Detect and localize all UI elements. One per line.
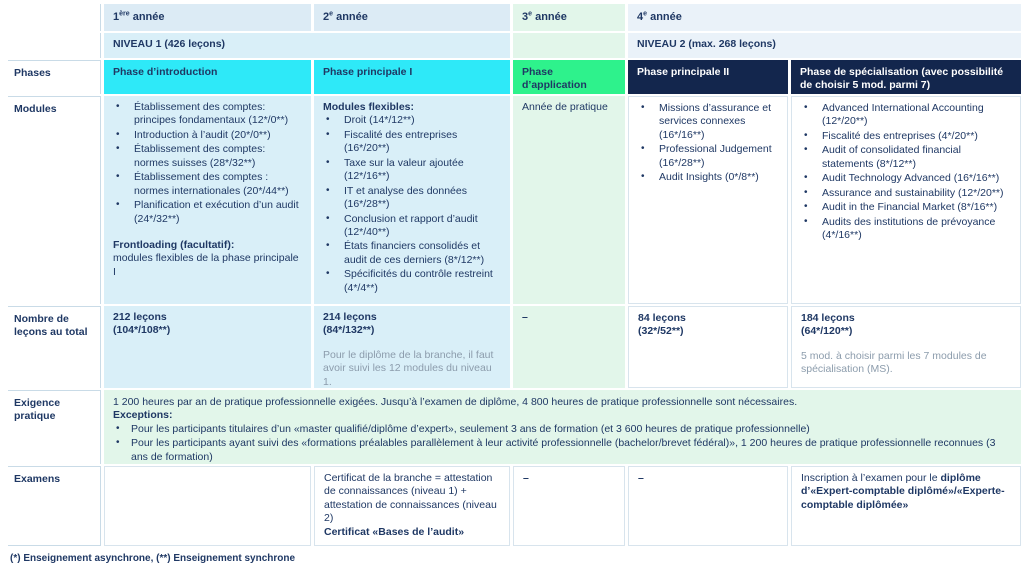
bullet-icon: • bbox=[116, 437, 120, 449]
list-item bbox=[801, 102, 1011, 129]
exams-year3-cell: – bbox=[513, 466, 625, 546]
list-item bbox=[113, 199, 302, 226]
lessons-detail: (32*/52**) bbox=[638, 325, 684, 338]
bullet-icon: • bbox=[326, 128, 330, 140]
list-item bbox=[113, 143, 302, 170]
list-item bbox=[638, 143, 778, 170]
bullet-icon: • bbox=[641, 171, 645, 183]
curriculum-table bbox=[8, 4, 1021, 546]
bullet-icon: • bbox=[116, 171, 120, 183]
practice-line1: 1 200 heures par an de pratique professionnelle exigées. Jusqu’à l’examen de diplôme, 4 800 heures de pratique professionnelle sont nécessaires. bbox=[113, 396, 798, 408]
year-ordinal: e bbox=[528, 10, 533, 18]
list-item bbox=[113, 101, 302, 128]
list-item bbox=[323, 213, 501, 240]
practice-exceptions-list bbox=[113, 423, 1012, 464]
modules-main2-cell bbox=[628, 96, 788, 304]
modules-specialisation-cell bbox=[791, 96, 1021, 304]
modules-year3-cell: Année de pratique bbox=[513, 96, 625, 304]
bullet-icon: • bbox=[804, 102, 808, 113]
year-number: 1 bbox=[113, 11, 120, 23]
corner-empty bbox=[8, 4, 101, 31]
lessons-count: 214 leçons bbox=[323, 311, 377, 323]
list-item-text: Établissement des comptes: principes fondamentaux (12*/0**) bbox=[134, 101, 289, 127]
list-item-text: Audit in the Financial Market (8*/16**) bbox=[822, 201, 998, 214]
year-word: année bbox=[647, 11, 682, 23]
exams-main2-cell: – bbox=[628, 466, 788, 546]
modules-flexibles-title: Modules flexibles: bbox=[323, 101, 415, 113]
list-item bbox=[801, 130, 1011, 143]
modules-year1-cell bbox=[104, 96, 311, 304]
list-item bbox=[323, 240, 501, 267]
list-item-text: Fiscalité des entreprises (4*/20**) bbox=[822, 129, 978, 142]
list-item-text: Planification et exécution d’un audit (24*/32**) bbox=[134, 199, 299, 225]
bullet-icon: • bbox=[116, 143, 120, 155]
modules-specialisation-list bbox=[801, 102, 1011, 242]
modules-year2-cell bbox=[314, 96, 510, 304]
lessons-specialisation-cell bbox=[791, 306, 1021, 388]
year-word: année bbox=[129, 11, 165, 23]
frontloading-text: modules flexibles de la phase principale I bbox=[113, 252, 299, 278]
bullet-icon: • bbox=[804, 186, 808, 198]
bullet-icon: • bbox=[641, 102, 645, 113]
list-item bbox=[801, 187, 1011, 200]
frontloading-block bbox=[113, 239, 302, 279]
exams-diploma-cell bbox=[791, 466, 1021, 546]
bullet-icon: • bbox=[116, 128, 120, 140]
list-item bbox=[323, 157, 501, 184]
bullet-icon: • bbox=[326, 268, 330, 280]
lessons-note: 5 mod. à choisir parmi les 7 modules de spécialisation (MS). bbox=[801, 349, 987, 376]
lessons-year2-cell bbox=[314, 306, 510, 388]
list-item-text: Pour les participants ayant suivi des «formations préalables parallèlement à leur activité professionnelle (bachelor/brevet fédéral)», 1 200 heures de pratique professionnelle reconnues (3 ans de formation) bbox=[131, 437, 996, 463]
bullet-icon: • bbox=[116, 422, 120, 434]
phase-principale-1: Phase principale I bbox=[314, 60, 510, 94]
year-word: année bbox=[333, 11, 368, 23]
bullet-icon: • bbox=[804, 129, 808, 141]
list-item-text: Advanced International Accounting (12*/20**) bbox=[822, 102, 984, 128]
bullet-icon: • bbox=[804, 215, 808, 227]
curriculum-page bbox=[0, 4, 1024, 580]
list-item-text: Audits des institutions de prévoyance (4*/16**) bbox=[822, 215, 996, 241]
list-item-text: Audit of consolidated financial statements (8*/12**) bbox=[822, 144, 961, 170]
lessons-count: 212 leçons bbox=[113, 311, 167, 323]
bullet-icon: • bbox=[116, 199, 120, 211]
row-label-modules: Modules bbox=[8, 96, 101, 304]
bullet-icon: • bbox=[326, 240, 330, 252]
list-item-text: Assurance and sustainability (12*/20**) bbox=[822, 186, 1004, 199]
exams-year1-cell bbox=[104, 466, 311, 546]
bullet-icon: • bbox=[804, 144, 808, 156]
year-number: 2 bbox=[323, 11, 330, 23]
lessons-note: Pour le diplôme de la branche, il faut avoir suivi les 12 modules du niveau 1. bbox=[323, 348, 494, 388]
lessons-year1-cell bbox=[104, 306, 311, 388]
lessons-detail: (104*/108**) bbox=[113, 324, 171, 337]
phase-principale-2: Phase principale II bbox=[628, 60, 788, 94]
list-item-text: IT et analyse des données (16*/28**) bbox=[344, 184, 467, 211]
header-year-3 bbox=[513, 4, 625, 31]
list-item-text: Audit Insights (0*/8**) bbox=[659, 171, 759, 184]
bullet-icon: • bbox=[326, 156, 330, 168]
year-number: 3 bbox=[522, 11, 529, 23]
bullet-icon: • bbox=[116, 101, 120, 112]
list-item bbox=[323, 129, 501, 156]
row-label-lessons: Nombre de leçons au total bbox=[8, 306, 101, 388]
header-niveau-1: NIVEAU 1 (426 leçons) bbox=[104, 33, 510, 58]
bullet-icon: • bbox=[804, 201, 808, 213]
list-item-text: Établissement des comptes: normes suisses (28*/32**) bbox=[134, 143, 266, 169]
list-item-text: Pour les participants titulaires d’un «master qualifié/diplôme d’expert», seulement 3 ans de formation (et 3 600 heures de pratique professionnelle) bbox=[131, 422, 810, 435]
year-ordinal: e bbox=[329, 10, 334, 18]
list-item bbox=[801, 172, 1011, 185]
list-item bbox=[323, 114, 501, 127]
header-niveau-2: NIVEAU 2 (max. 268 leçons) bbox=[628, 33, 1021, 58]
list-item bbox=[113, 423, 1012, 436]
list-item bbox=[801, 216, 1011, 243]
list-item-text: Introduction à l’audit (20*/0**) bbox=[134, 128, 271, 141]
lessons-detail: (64*/120**) bbox=[801, 325, 853, 338]
list-item-text: Fiscalité des entreprises (16*/20**) bbox=[344, 128, 458, 155]
bullet-icon: • bbox=[804, 172, 808, 184]
practice-requirement-cell bbox=[104, 390, 1021, 464]
row-label-exams: Examens bbox=[8, 466, 101, 546]
list-item-text: Missions d’assurance et services connexes (16*/16**) bbox=[659, 102, 772, 141]
lessons-count: 84 leçons bbox=[638, 312, 686, 324]
phase-specialisation: Phase de spécialisation (avec possibilité de choisir 5 mod. parmi 7) bbox=[791, 60, 1021, 94]
list-item-text: Conclusion et rapport d’audit (12*/40**) bbox=[344, 212, 478, 238]
list-item bbox=[323, 185, 501, 212]
modules-year1-list bbox=[113, 101, 302, 226]
frontloading-title: Frontloading (facultatif): bbox=[113, 238, 235, 251]
label-empty bbox=[8, 33, 101, 58]
list-item-text: Droit (14*/12**) bbox=[344, 114, 415, 127]
header-year-1 bbox=[104, 4, 311, 31]
list-item-text: Professional Judgement (16*/28**) bbox=[659, 143, 772, 169]
list-item-text: Établissement des comptes : normes internationales (20*/44**) bbox=[134, 171, 289, 197]
lessons-count: 184 leçons bbox=[801, 312, 855, 324]
header-year-4 bbox=[628, 4, 1021, 31]
exams-diploma-bold: diplôme d’«Expert-comptable diplômé»/«Experte-comptable diplômée» bbox=[801, 472, 1005, 511]
phase-application: Phase d’application bbox=[513, 60, 625, 94]
modules-year2-list bbox=[323, 114, 501, 295]
lessons-year3-cell: – bbox=[513, 306, 625, 388]
list-item bbox=[801, 201, 1011, 214]
list-item-text: Audit Technology Advanced (16*/16**) bbox=[822, 172, 1000, 185]
list-item-text: Spécificités du contrôle restreint (4*/4**) bbox=[344, 268, 493, 294]
list-item bbox=[638, 102, 778, 142]
exams-certificate-bold: Certificat «Bases de l’audit» bbox=[324, 525, 465, 538]
practice-exceptions-label: Exceptions: bbox=[113, 409, 173, 422]
list-item-text: États financiers consolidés et audit de ces derniers (8*/12**) bbox=[344, 240, 485, 266]
year-number: 4 bbox=[637, 11, 644, 23]
lessons-detail: (84*/132**) bbox=[323, 324, 375, 337]
bullet-icon: • bbox=[326, 114, 330, 126]
row-label-practice: Exigence pratique bbox=[8, 390, 101, 464]
modules-main2-list bbox=[638, 102, 778, 185]
exams-inscription-text: Inscription à l’examen pour le bbox=[801, 472, 941, 484]
bullet-icon: • bbox=[641, 143, 645, 155]
list-item bbox=[113, 437, 1012, 464]
list-item bbox=[113, 129, 302, 142]
header-year-2 bbox=[314, 4, 510, 31]
year-word: année bbox=[532, 11, 567, 23]
list-item bbox=[801, 144, 1011, 171]
list-item bbox=[113, 171, 302, 198]
exams-certificate-text: Certificat de la branche = attestation de connaissances (niveau 1) + attestation de connaissances (niveau 2) bbox=[324, 472, 497, 525]
footnote-legend: (*) Enseignement asynchrone, (**) Enseignement synchrone bbox=[10, 553, 296, 564]
lessons-main2-cell bbox=[628, 306, 788, 388]
list-item bbox=[323, 268, 501, 295]
bullet-icon: • bbox=[326, 212, 330, 224]
list-item bbox=[638, 171, 778, 184]
list-item-text: Taxe sur la valeur ajoutée (12*/16**) bbox=[344, 156, 464, 183]
year-ordinal: e bbox=[643, 10, 648, 18]
bullet-icon: • bbox=[326, 184, 330, 196]
phase-introduction: Phase d’introduction bbox=[104, 60, 311, 94]
row-label-phases: Phases bbox=[8, 60, 101, 94]
niveau-spacer-year3 bbox=[513, 33, 625, 58]
year-ordinal: ère bbox=[119, 10, 130, 18]
exams-year2-cell bbox=[314, 466, 510, 546]
